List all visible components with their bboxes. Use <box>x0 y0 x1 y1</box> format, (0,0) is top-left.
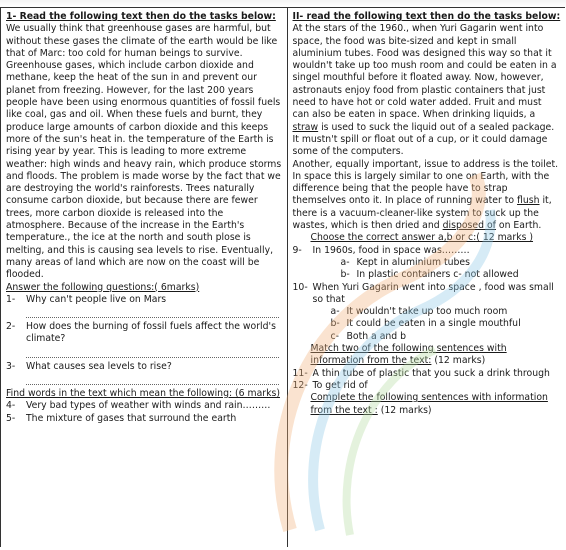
answer-line[interactable] <box>26 306 279 318</box>
choose-heading: Choose the correct answer a,b or c:( 12 marks ) <box>310 232 534 244</box>
question-number: 9- <box>292 244 302 256</box>
text-run: it, there is a vacuum-cleaner-like system to suck up the wastes, which is then dried and <box>292 195 552 232</box>
item-number: 4- <box>6 400 16 412</box>
option-text: Both a and b <box>346 330 407 342</box>
part2-heading <box>293 11 562 23</box>
word-item-4 <box>6 400 283 412</box>
underlined-word-straw: straw <box>292 121 319 133</box>
text-run: Another, equally important, issue to address is the toilet. In space this is largely similar to one on Earth, with the difference being that the people have to strap themselves onto it. In place of running water to <box>292 158 559 207</box>
question-number: 1- <box>6 293 16 305</box>
text-run: At the stars of the 1960., when Yuri Gagarin went into space, the food was bite-sized and kept in small aluminium tubes. Food was designed this way so that it wouldn't take up too mush room and could be eaten in a singel mouthful before it floated away. Now, however, astronauts enjoy food from plastic containers that just need to have hot or cold water added. Fruit and must can also be eaten in space. When drinking liquids, a <box>292 23 557 121</box>
answer-line[interactable] <box>26 346 279 358</box>
top-edge <box>0 0 566 7</box>
option-letter: b- <box>340 269 350 281</box>
passage-paragraph-2: Greenhouse gases, which include carbon dioxide and methane, keep the heat of the sun in and prevent our planet from freezing. However, for the last 200 years people have been using enormous quantities of fossil fuels like coal, gas and oil. When these fuels and burnt, they produce large amounts of carbon dioxide and this keeps more of the sun's heat in. the temperature of the Earth is rising year by year. This is leading to more extreme weather: high winds and heavy rain, which produce storms and floods. The problem is made worse by the fact that we are destroying the world's rainforests. Trees naturally consume carbon dioxide, but because there are fewer trees, more carbon dioxide is released into the atmosphere. Because of the increase in the Earth's temperature., the ice at the north and south plose is melting, and this is causing sea levels to rise. Eventually, many areas of land which are now on the coast will be flooded. <box>6 60 282 281</box>
match-marks: (12 marks) <box>431 355 486 367</box>
underlined-word-flush: flush <box>517 195 540 207</box>
passage-paragraph-1: We usually think that greenhouse gases are harmful, but without these gases the climate of the earth would be like that of Marc: too cold for human beings to survive. <box>6 23 278 59</box>
match-heading-text: Match two of the following sentences with information from the text: <box>310 343 507 367</box>
complete-heading-text: Complete the following sentences with information from the text : <box>310 392 548 416</box>
part1-heading <box>6 11 283 23</box>
option-c[interactable] <box>293 331 562 343</box>
option-text: In plastic containers c- not allowed <box>356 269 519 281</box>
option-letter: a- <box>340 256 350 268</box>
match-heading <box>293 343 562 368</box>
option-text: It wouldn't take up too much room <box>346 306 508 318</box>
question-text: How does the burning of fossil fuels affect the world's climate? <box>26 321 276 345</box>
question-number: 3- <box>6 360 16 372</box>
option-a[interactable] <box>293 257 562 269</box>
question-2 <box>6 321 283 346</box>
word-item-5 <box>6 413 283 425</box>
left-column <box>1 8 288 547</box>
item-number: 12- <box>292 379 308 391</box>
option-text: Kept in aluminium tubes <box>356 256 470 268</box>
item-text: A thin tube of plastic that you suck a drink through <box>312 367 550 379</box>
item-number: 11- <box>292 367 308 379</box>
question-1 <box>6 294 283 306</box>
option-letter: b- <box>330 318 340 330</box>
option-b[interactable] <box>293 318 562 330</box>
part2-heading-text: II- read the following text then do the tasks below: <box>292 11 561 22</box>
passage2-paragraph-1 <box>293 23 562 158</box>
option-a[interactable] <box>293 306 562 318</box>
option-letter: c- <box>330 330 339 342</box>
question-text: When Yuri Gagarin went into space , food was small so that <box>312 281 554 305</box>
question-text: What causes sea levels to rise? <box>26 360 172 372</box>
question-3 <box>6 361 283 373</box>
words-heading: Find words in the text which mean the following: (6 marks) <box>6 388 280 400</box>
underlined-word-disposed: disposed of <box>442 220 496 232</box>
match-item-12 <box>293 380 562 392</box>
text-run: is used to suck the liquid out of a sealed package. It mustn't spill or float out of a cup, or it could damage some of the computers. <box>292 121 555 158</box>
complete-heading <box>293 392 562 417</box>
option-letter: a- <box>330 306 340 318</box>
option-text: It could be eaten in a single mouthful <box>346 318 521 330</box>
question-number: 10- <box>292 281 308 293</box>
question-9 <box>293 245 562 257</box>
answer-line[interactable] <box>26 373 279 385</box>
questions-heading: Answer the following questions:( 6marks) <box>6 281 200 293</box>
item-text: Very bad types of weather with winds and rain……… <box>26 400 271 412</box>
worksheet <box>0 7 565 547</box>
question-text: In 1960s, food in space was……… <box>312 244 470 256</box>
option-b-c[interactable] <box>293 269 562 281</box>
part1-heading-text: 1- Read the following text then do the tasks below: <box>6 11 276 22</box>
item-text: To get rid of <box>312 379 368 391</box>
question-text: Why can't people live on Mars <box>26 293 167 305</box>
question-10 <box>293 282 562 307</box>
match-item-11 <box>293 368 562 380</box>
item-number: 5- <box>6 412 16 424</box>
passage2-paragraph-2 <box>293 159 562 233</box>
complete-marks: (12 marks) <box>377 404 432 416</box>
text-run: on Earth. <box>495 220 542 232</box>
right-column <box>288 8 566 547</box>
item-text: The mixture of gases that surround the earth <box>26 412 237 424</box>
question-number: 2- <box>6 321 16 333</box>
